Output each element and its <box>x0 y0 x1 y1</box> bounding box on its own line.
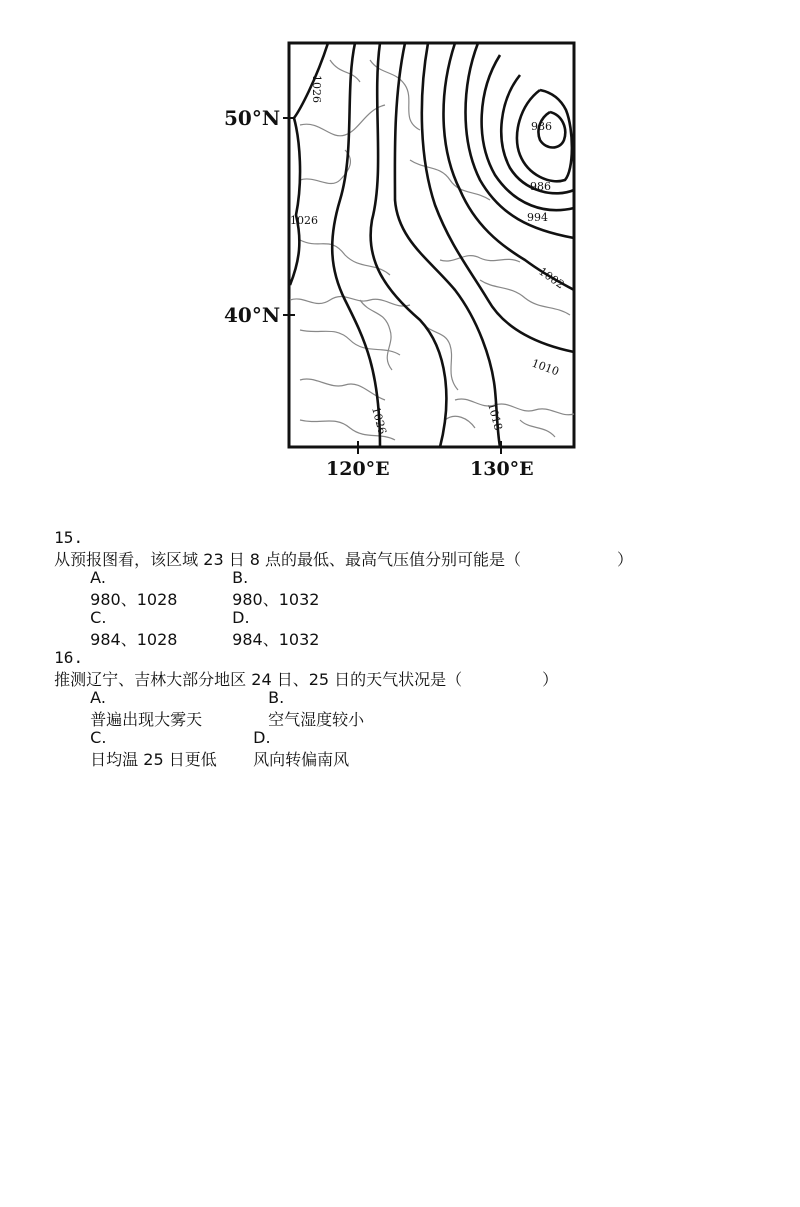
option-text: 风向转偏南风 <box>253 750 350 769</box>
lat-label-50n: 50°N <box>224 106 281 130</box>
option-letter: C. <box>90 728 107 747</box>
option-text: 空气湿度较小 <box>268 710 365 729</box>
isobar-label: 1002 <box>536 264 567 292</box>
option-letter: A. <box>90 568 106 587</box>
option-16-d <box>243 709 349 770</box>
option-text: 日均温 25 日更低 <box>90 750 217 769</box>
question-number: 16. <box>54 648 84 667</box>
option-text: 984、1028 <box>90 630 178 649</box>
isobar-label: 994 <box>527 211 548 224</box>
isobar-label: 1026 <box>310 75 323 103</box>
lon-label-120e: 120°E <box>326 458 390 480</box>
option-letter: A. <box>90 688 106 707</box>
isobar-lines <box>290 43 574 447</box>
isobar-map <box>0 0 800 500</box>
isobar-label: 986 <box>530 180 551 193</box>
isobar-label: 1018 <box>485 401 505 432</box>
isobar-label: 1026 <box>369 405 389 436</box>
option-letter: D. <box>253 728 271 747</box>
isobar-label: 1026 <box>290 214 318 227</box>
isobar-label: 1010 <box>529 356 561 379</box>
question-text: 从预报图看，该区域 23 日 8 点的最低、最高气压值分别可能是（ ） <box>54 550 634 569</box>
isobar-label: 986 <box>531 120 552 133</box>
option-letter: C. <box>90 608 107 627</box>
option-letter: B. <box>268 688 285 707</box>
lon-label-130e: 130°E <box>470 458 534 480</box>
option-text: 984、1032 <box>232 630 320 649</box>
option-16-c <box>80 709 217 770</box>
question-number: 15. <box>54 528 84 547</box>
option-text: 980、1032 <box>232 590 320 609</box>
option-letter: D. <box>232 608 250 627</box>
lat-label-40n: 40°N <box>224 303 281 327</box>
question-text: 推测辽宁、吉林大部分地区 24 日、25 日的天气状况是（ ） <box>54 670 559 689</box>
option-letter: B. <box>232 568 249 587</box>
option-text: 980、1028 <box>90 590 178 609</box>
option-text: 普遍出现大雾天 <box>90 710 203 729</box>
